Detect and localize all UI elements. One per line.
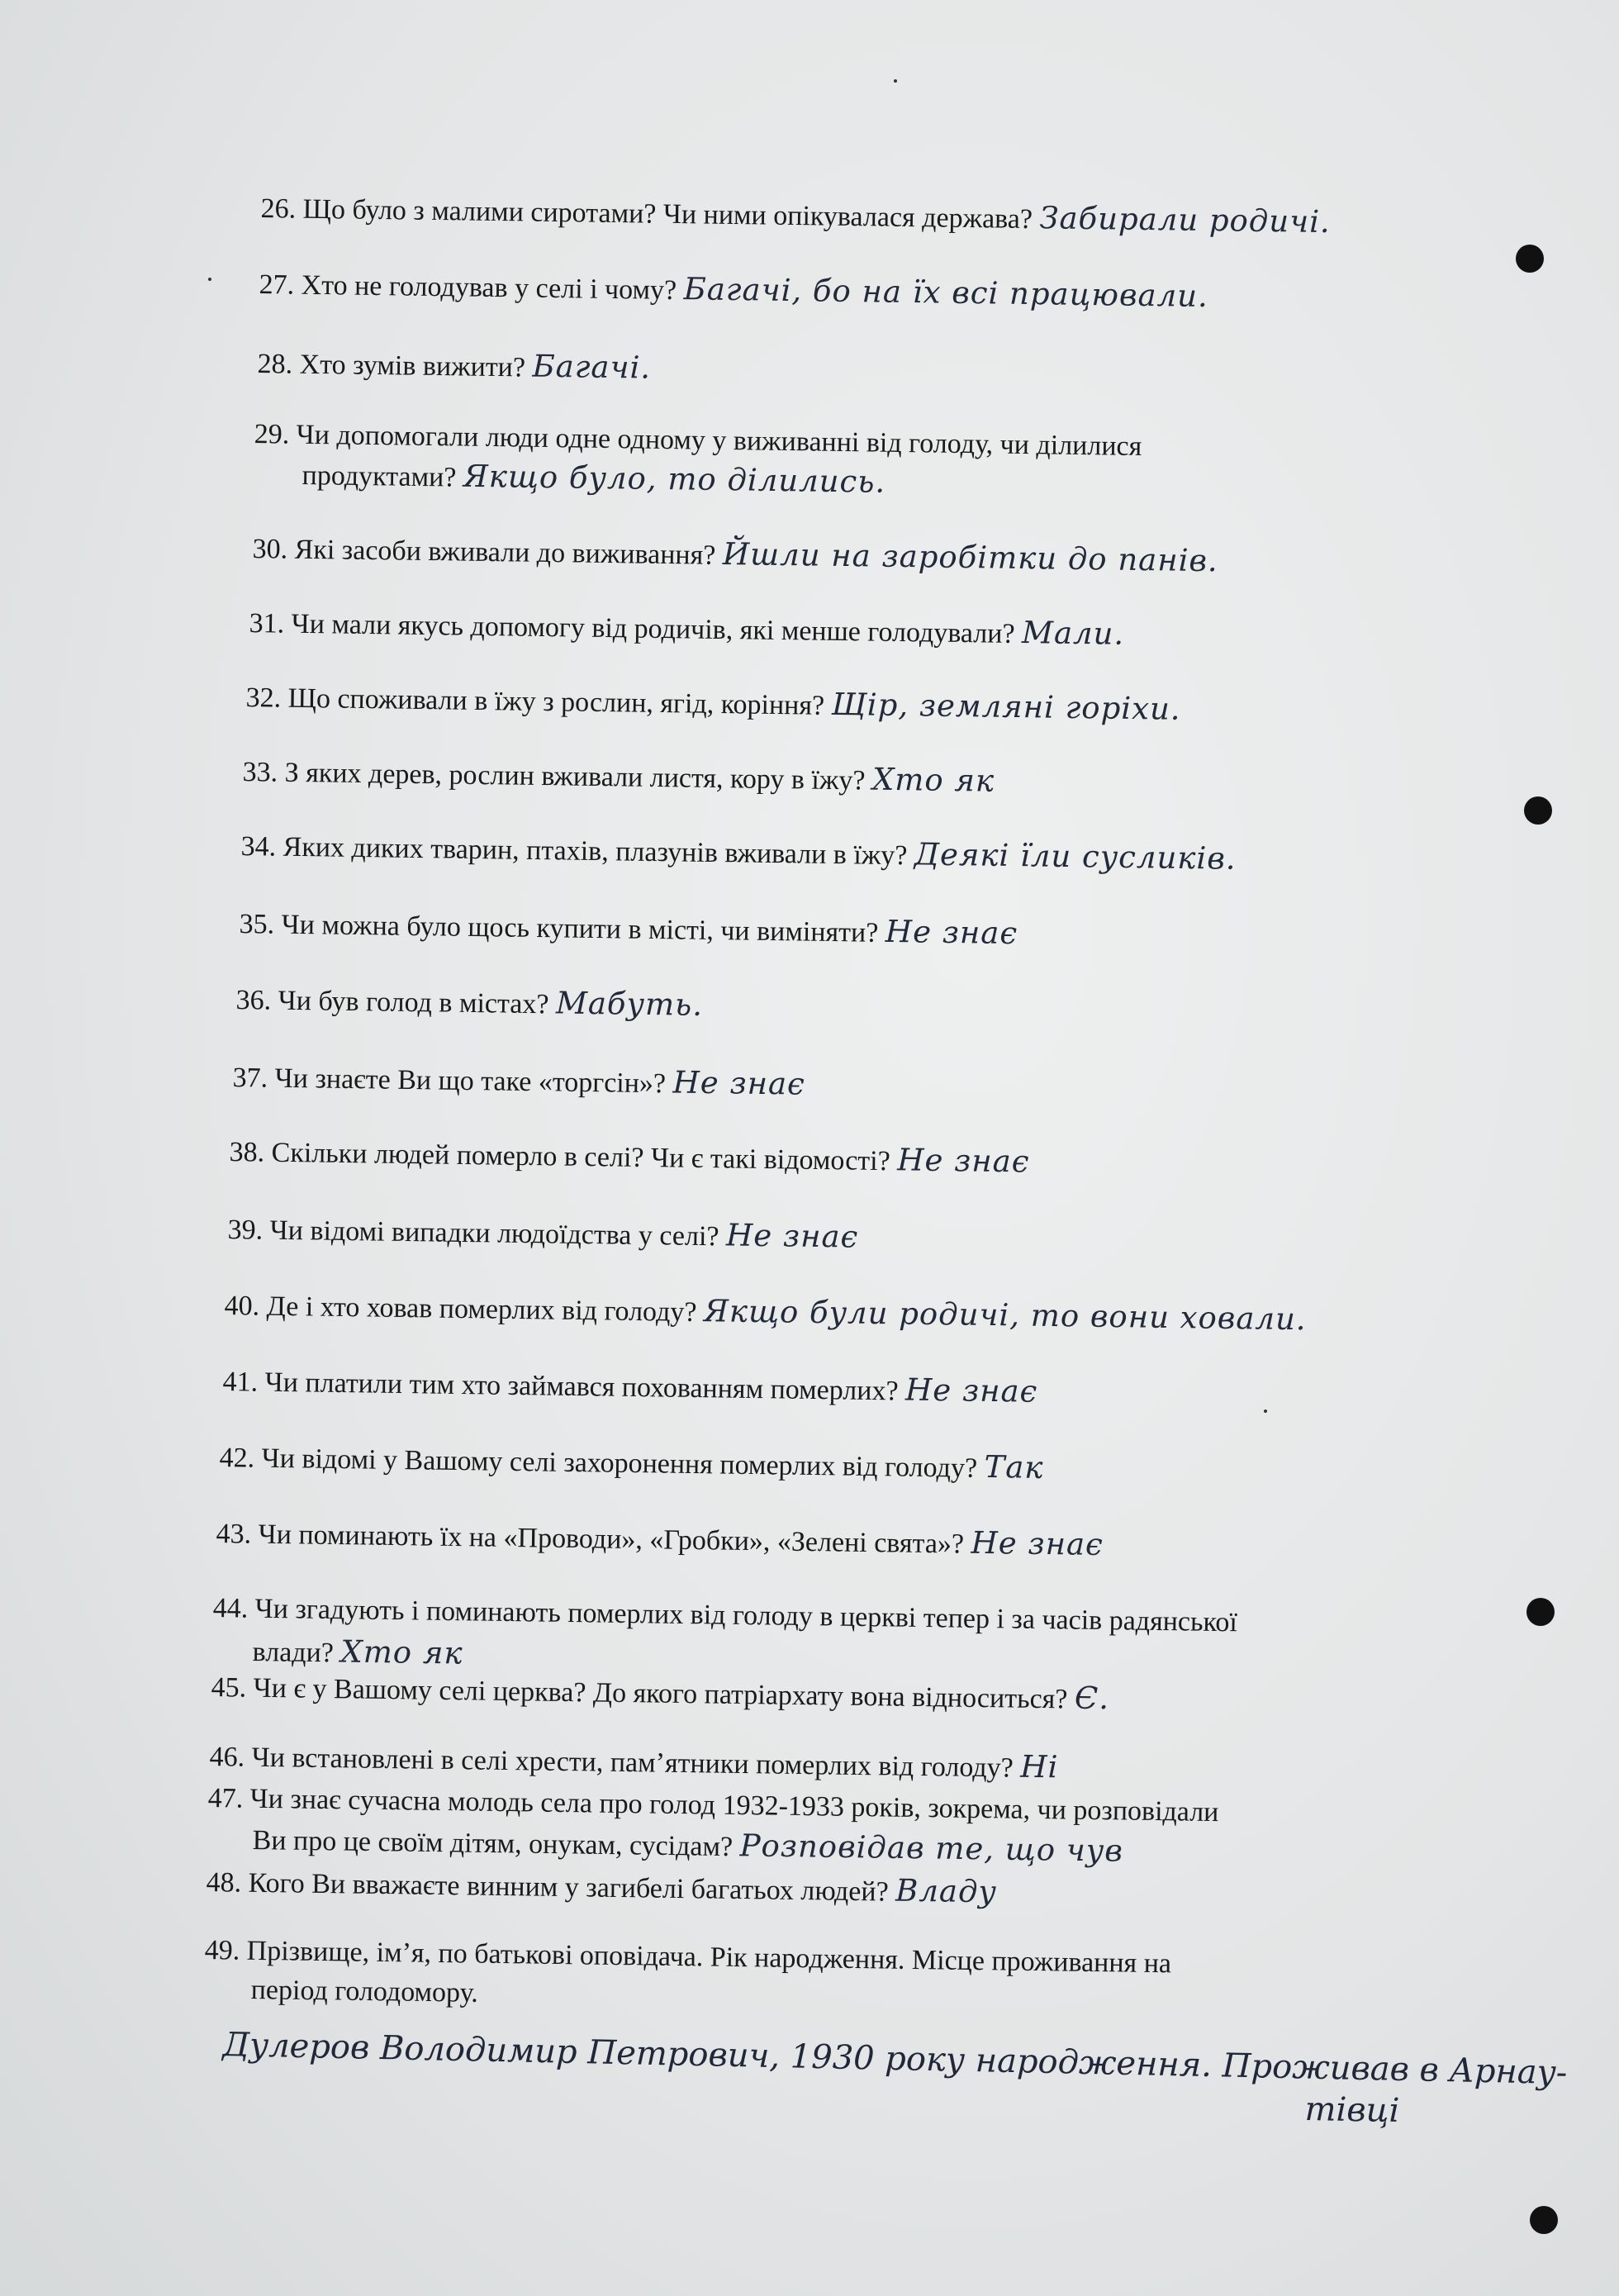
handwritten-answer: Не знає xyxy=(896,1142,1030,1180)
question-number: 32. xyxy=(245,682,282,714)
question-number: 26. xyxy=(260,193,297,225)
question-number: 46. xyxy=(209,1741,245,1773)
question-text: продуктами? xyxy=(301,459,457,493)
handwritten-answer: Щір, земляні горіхи. xyxy=(831,686,1181,727)
question-text: Що було з малими сиротами? Чи ними опікувалася держава? xyxy=(302,193,1033,235)
handwritten-answer: Мабуть. xyxy=(555,985,704,1023)
handwritten-answer: Хто як xyxy=(340,1633,463,1671)
question-number: 42. xyxy=(219,1442,255,1474)
question-number: 40. xyxy=(224,1290,260,1322)
question-text: Чи поминають їх на «Проводи», «Гробки», «Зелені свята»? xyxy=(258,1519,965,1560)
question-number: 44. xyxy=(212,1592,249,1624)
question-text: Кого Ви вважаєте винним у загибелі багатьох людей? xyxy=(248,1867,889,1908)
handwritten-answer: Не знає xyxy=(725,1217,859,1255)
question-number: 43. xyxy=(216,1518,252,1550)
narrator-details-line2: тівці xyxy=(1304,2090,1400,2130)
question-47-continuation xyxy=(252,1821,1123,1869)
question-number: 31. xyxy=(249,607,285,639)
handwritten-answer: Якщо було, то ділились. xyxy=(463,458,886,500)
question-number: 48. xyxy=(206,1866,242,1899)
question-28 xyxy=(257,345,651,387)
question-number: 34. xyxy=(240,830,277,863)
question-41 xyxy=(222,1363,1037,1411)
question-33 xyxy=(242,753,995,801)
question-text: З яких дерев, рослин вживали листя, кору в їжу? xyxy=(284,757,866,796)
question-number: 30. xyxy=(252,533,288,565)
handwritten-answer: Так xyxy=(984,1448,1044,1486)
question-text: Чи допомогали люди одне одному у виживанні від голоду, чи ділилися xyxy=(296,419,1142,463)
question-number: 47. xyxy=(207,1782,244,1814)
paper-speck xyxy=(208,278,211,281)
handwritten-answer: Хто як xyxy=(871,761,995,799)
question-42 xyxy=(219,1439,1043,1487)
question-text: Чи платили тим хто займався похованням померлих? xyxy=(264,1367,899,1407)
handwritten-answer: Не знає xyxy=(904,1371,1038,1409)
question-44-continuation xyxy=(252,1633,463,1671)
question-29-continuation xyxy=(301,456,885,500)
question-text: влади? xyxy=(252,1636,335,1669)
question-number: 39. xyxy=(227,1214,264,1246)
question-text: Що споживали в їжу з рослин, ягід, коріння? xyxy=(287,682,825,721)
question-text: Чи відомі у Вашому селі захоронення померлих від голоду? xyxy=(261,1443,978,1484)
question-text: Чи мали якусь допомогу від родичів, які менше голодували? xyxy=(291,608,1015,649)
question-text: Чи відомі випадки людоїдства у селі? xyxy=(269,1215,719,1253)
question-36 xyxy=(235,982,703,1024)
handwritten-answer: Багачі, бо на їх всі працювали. xyxy=(683,271,1209,315)
handwritten-answer: Не знає xyxy=(971,1524,1104,1562)
question-number: 28. xyxy=(257,348,293,380)
question-26 xyxy=(260,190,1331,241)
punch-hole xyxy=(1524,796,1552,825)
question-text: період голодомору. xyxy=(250,1975,478,2008)
question-text: Хто не голодував у селі і чому? xyxy=(301,269,677,307)
handwritten-answer: Ні xyxy=(1019,1748,1059,1785)
question-39 xyxy=(227,1211,858,1257)
question-49-continuation xyxy=(250,1975,478,2009)
question-text: Чи знаєте Ви що таке «торгсін»? xyxy=(274,1062,667,1100)
handwritten-answer: Не знає xyxy=(885,913,1018,952)
question-34 xyxy=(240,828,1236,878)
question-text: Ви про це своїм дітям, онукам, сусідам? xyxy=(252,1824,734,1863)
handwritten-answer: Владу xyxy=(895,1872,998,1910)
question-35 xyxy=(239,906,1018,953)
question-number: 27. xyxy=(259,269,295,301)
question-text: Які засоби вживали до виживання? xyxy=(294,534,716,571)
question-text: Скільки людей померло в селі? Чи є такі відомості? xyxy=(271,1137,890,1177)
question-number: 37. xyxy=(232,1062,268,1094)
question-48 xyxy=(206,1864,997,1911)
question-text: Хто зумів вижити? xyxy=(299,349,526,383)
question-number: 35. xyxy=(239,908,275,940)
question-44 xyxy=(212,1591,1237,1640)
question-number: 49. xyxy=(204,1934,240,1966)
question-text: Прізвище, ім’я, по батькові оповідача. Рік народження. Місце проживання на xyxy=(246,1935,1172,1980)
handwritten-answer: Розповідав те, що чув xyxy=(739,1828,1124,1869)
question-number: 29. xyxy=(254,418,290,450)
question-text: Яких диких тварин, птахів, плазунів вживали в їжу? xyxy=(282,831,908,872)
narrator-details-line1: Дулеров Володимир Петрович, 1930 року народження. Проживав в Арнау- xyxy=(222,2026,1568,2093)
handwritten-answer: Багачі. xyxy=(532,348,652,386)
question-30 xyxy=(252,530,1218,580)
question-number: 41. xyxy=(222,1366,259,1398)
handwritten-answer: Не знає xyxy=(672,1064,806,1102)
question-number: 33. xyxy=(242,756,278,788)
handwritten-answer: Якщо були родичі, то вони ховали. xyxy=(703,1293,1307,1338)
paper-speck xyxy=(1264,1409,1267,1413)
question-text: Чи згадують і поминають померлих від голоду в церкві тепер і за часів радянської xyxy=(254,1593,1238,1638)
question-text: Чи був голод в містах? xyxy=(278,985,549,1020)
question-text: Чи можна було щось купити в місті, чи виміняти? xyxy=(281,909,879,948)
punch-hole xyxy=(1526,1598,1555,1626)
question-38 xyxy=(229,1134,1029,1181)
question-number: 36. xyxy=(235,984,272,1016)
question-27 xyxy=(259,266,1208,316)
question-40 xyxy=(224,1287,1306,1338)
question-text: Чи встановлені в селі хрести, пам’ятники померлих від голоду? xyxy=(251,1742,1014,1784)
question-37 xyxy=(232,1059,805,1104)
handwritten-answer: Забирали родичі. xyxy=(1039,200,1332,240)
punch-hole xyxy=(1516,245,1544,273)
question-32 xyxy=(245,679,1181,729)
question-number: 45. xyxy=(211,1671,247,1704)
handwritten-answer: Є. xyxy=(1074,1680,1110,1717)
question-49 xyxy=(204,1933,1171,1981)
handwritten-answer: Мали. xyxy=(1021,615,1125,652)
question-number: 38. xyxy=(229,1136,265,1168)
question-43 xyxy=(216,1515,1104,1564)
question-text: Чи є у Вашому селі церква? До якого патріархату вона відноситься? xyxy=(253,1672,1068,1715)
handwritten-answer: Деякі їли сусликів. xyxy=(914,836,1237,877)
punch-hole xyxy=(1530,2206,1558,2234)
question-text: Де і хто ховав померлих від голоду? xyxy=(266,1291,697,1328)
handwritten-answer: Йшли на заробітки до панів. xyxy=(722,535,1219,579)
question-46 xyxy=(209,1738,1058,1786)
question-text: Чи знає сучасна молодь села про голод 1932-1933 років, зокрема, чи розповідали xyxy=(249,1783,1219,1828)
paper-speck xyxy=(894,79,897,83)
question-31 xyxy=(249,605,1124,654)
question-45 xyxy=(211,1669,1109,1718)
